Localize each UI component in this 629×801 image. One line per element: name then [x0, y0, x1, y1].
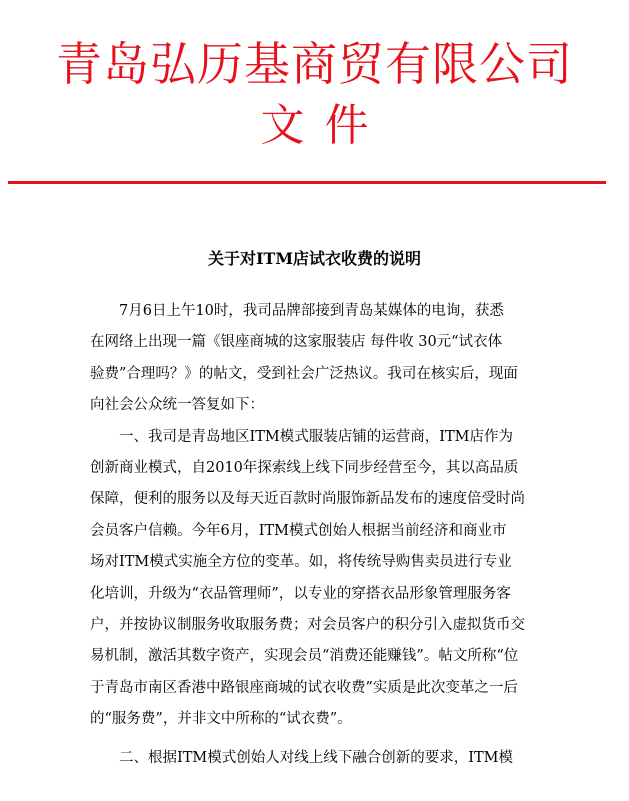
body-line: 二、根据ITM模式创始人对线上线下融合创新的要求，ITM模	[119, 750, 513, 767]
body-line: 7月6日上午10时，我司品牌部接到青岛某媒体的电询，获悉	[119, 303, 504, 319]
body-line: 向社会公众统一答复如下：	[90, 397, 264, 414]
body-line: 化培训，升级为“衣品管理师”，以专业的穿搭衣品形象管理服务客	[90, 585, 511, 602]
body-line: 易机制，激活其数字资产，实现会员“消费还能赚钱”。帖文所称“位	[90, 648, 519, 665]
body-line: 会员客户信赖。今年6月，ITM模式创始人根据当前经济和商业市	[90, 522, 507, 539]
body-line: 户，并按协议制服务收取服务费；对会员客户的积分引入虚拟货币交	[90, 616, 525, 633]
body-line: 一、我司是青岛地区ITM模式服装店铺的运营商，ITM店作为	[119, 428, 513, 445]
body-line: 验费”合理吗？》的帖文，受到社会广泛热议。我司在核实后，现面	[90, 365, 518, 382]
body-line: 场对ITM模式实施全方位的变革。如，将传统导购售卖员进行专业	[90, 554, 512, 571]
body-line: 在网络上出现一篇《银座商城的这家服装店 每件收 30元“试衣体	[90, 334, 503, 351]
document-body	[90, 296, 560, 775]
body-line: 于青岛市南区香港中路银座商城的试衣收费”实质是此次变革之一后	[90, 679, 518, 696]
document-label: 文件	[260, 100, 389, 151]
company-name-heading: 青岛弘历基商贸有限公司	[56, 37, 573, 91]
red-divider-line	[8, 181, 606, 184]
body-line: 的“服务费”，并非文中所称的“试衣费”。	[90, 711, 352, 728]
body-line: 保障，便利的服务以及每天近百款时尚服饰新品发布的速度倍受时尚	[90, 491, 525, 508]
body-line: 创新商业模式，自2010年探索线上线下同步经营至今，其以高品质	[90, 459, 519, 476]
document-title: 关于对ITM店试衣收费的说明	[207, 249, 422, 268]
